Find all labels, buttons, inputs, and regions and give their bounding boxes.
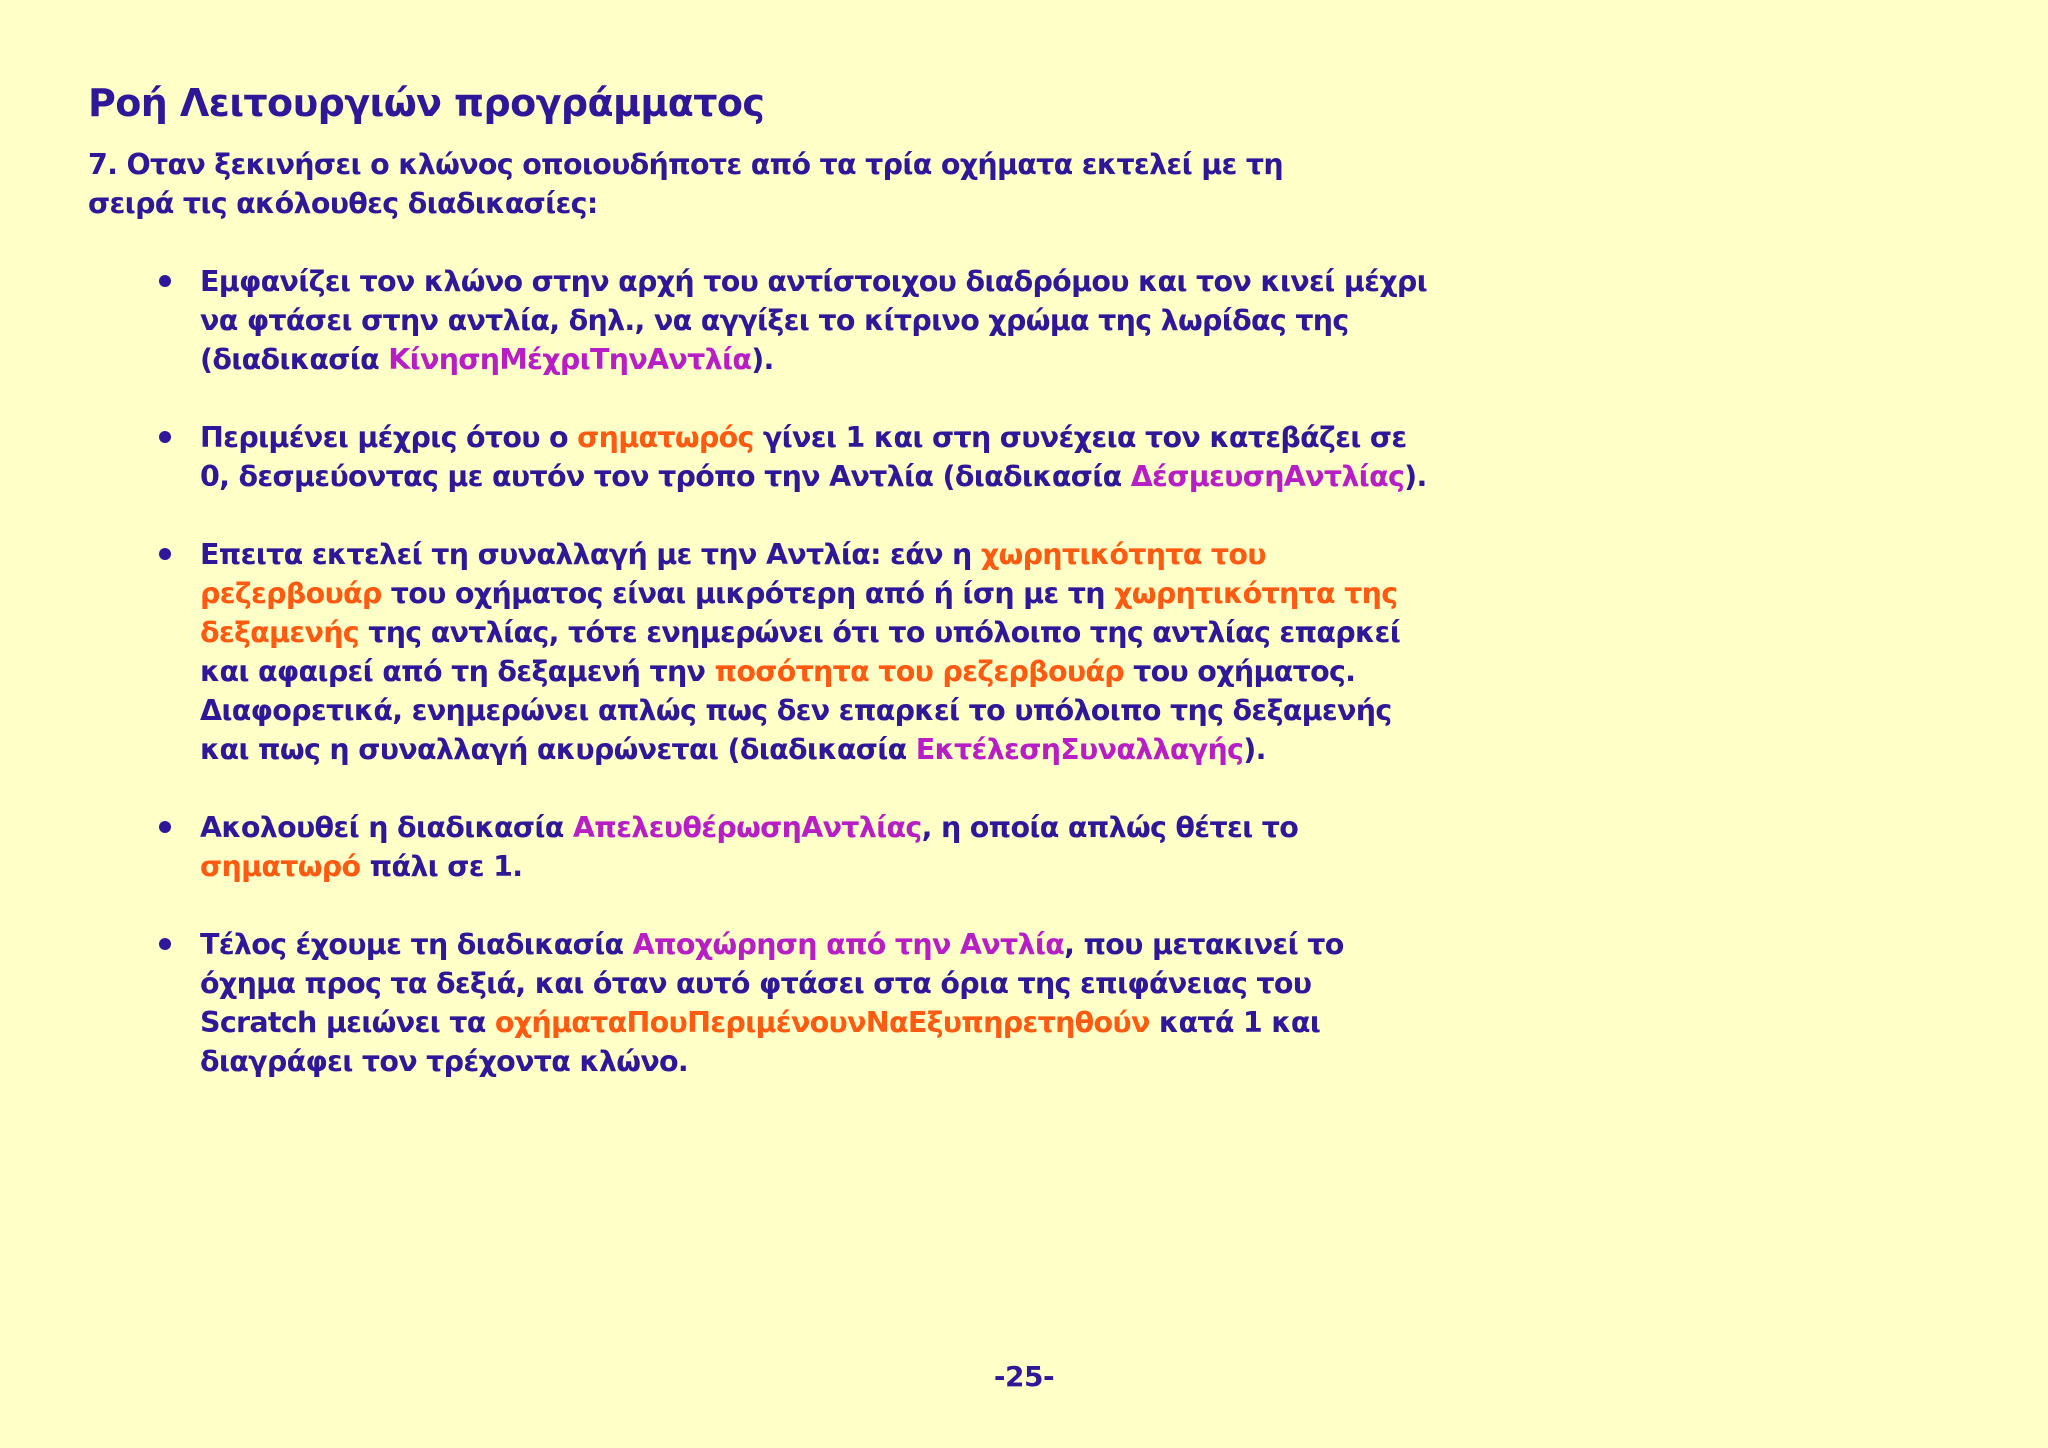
bullet-line xyxy=(200,1003,1350,1042)
bullet-line xyxy=(200,925,1350,964)
bullet-dot-icon xyxy=(159,431,171,443)
bullet-line xyxy=(200,691,1392,730)
text-segment: πάλι σε 1. xyxy=(360,850,523,883)
bullet-line xyxy=(200,535,1350,574)
bullet-line xyxy=(200,808,1350,847)
procedure-name: ΚίνησηΜέχριΤηνΑντλία xyxy=(388,343,752,376)
bullet-item xyxy=(0,418,1427,496)
text-segment: του οχήματος. xyxy=(1123,655,1356,688)
text-segment: να φτάσει στην αντλία, δηλ., να αγγίξει το κίτρινο χρώμα της λωρίδας της xyxy=(200,304,1349,337)
text-segment: 0, δεσμεύοντας με αυτόν τον τρόπο την Αντλία (διαδικασία xyxy=(200,460,1131,493)
text-segment: , η οποία απλώς θέτει το xyxy=(921,811,1299,844)
bullet-line xyxy=(200,1042,1350,1081)
bullet-line xyxy=(200,730,1350,769)
bullet-list xyxy=(0,262,1428,1120)
text-segment: Τέλος έχουμε τη διαδικασία xyxy=(200,928,633,961)
text-segment: διαγράφει τον τρέχοντα κλώνο. xyxy=(200,1045,689,1078)
bullet-dot-icon xyxy=(159,548,171,560)
bullet-item xyxy=(0,808,1299,886)
page-title: Ροή Λειτουργιών προγράμματος xyxy=(88,81,765,125)
text-segment: Ακολουθεί η διαδικασία xyxy=(200,811,573,844)
text-segment: , που μετακινεί το xyxy=(1064,928,1344,961)
variable-name: ποσότητα του ρεζερβουάρ xyxy=(714,655,1124,688)
bullet-line xyxy=(200,847,1350,886)
page-number: -25- xyxy=(993,1360,1055,1393)
text-segment: ). xyxy=(751,343,774,376)
text-segment: του οχήματος είναι μικρότερη από ή ίση με τη xyxy=(381,577,1115,610)
procedure-name: ΔέσμευσηΑντλίας xyxy=(1130,460,1405,493)
variable-name: χωρητικότητα του xyxy=(980,538,1266,571)
text-segment: (διαδικασία xyxy=(200,343,389,376)
bullet-item xyxy=(0,262,1428,379)
text-segment: όχημα προς τα δεξιά, και όταν αυτό φτάσει στα όρια της επιφάνειας του xyxy=(200,967,1312,1000)
bullet-line xyxy=(200,418,1407,457)
bullet-text xyxy=(200,535,1401,769)
text-segment: ). xyxy=(1404,460,1427,493)
text-segment: Διαφορετικά, ενημερώνει απλώς πως δεν επαρκεί το υπόλοιπο της δεξαμενής xyxy=(200,694,1392,727)
text-segment: και πως η συναλλαγή ακυρώνεται (διαδικασία xyxy=(200,733,916,766)
bullet-item xyxy=(0,535,1401,769)
variable-name: δεξαμενής xyxy=(200,616,359,649)
text-segment: και αφαιρεί από τη δεξαμενή την xyxy=(200,655,715,688)
text-segment: γίνει 1 και στη συνέχεια τον κατεβάζει σε xyxy=(753,421,1407,454)
text-segment: Περιμένει μέχρις ότου ο xyxy=(200,421,578,454)
bullet-text xyxy=(200,262,1428,379)
bullet-dot-icon xyxy=(159,821,171,833)
bullet-line xyxy=(200,574,1398,613)
bullet-text xyxy=(200,418,1427,496)
intro-paragraph: 7. Οταν ξεκινήσει ο κλώνος οποιουδήποτε από τα τρία οχήματα εκτελεί με τη σειρά τις ακόλουθες διαδικασίες: xyxy=(88,148,1283,220)
procedure-name: ΑπελευθέρωσηΑντλίας xyxy=(572,811,922,844)
text-segment: Επειτα εκτελεί τη συναλλαγή με την Αντλία: εάν η xyxy=(200,538,981,571)
variable-name: σηματωρός xyxy=(577,421,754,454)
text-segment: της αντλίας, τότε ενημερώνει ότι το υπόλοιπο της αντλίας επαρκεί xyxy=(359,616,1401,649)
bullet-line xyxy=(200,340,1350,379)
bullet-item xyxy=(0,925,1344,1081)
bullet-text xyxy=(200,925,1350,1081)
bullet-dot-icon xyxy=(159,275,171,287)
bullet-dot-icon xyxy=(159,938,171,950)
bullet-line xyxy=(200,613,1401,652)
text-segment: κατά 1 και xyxy=(1149,1006,1321,1039)
procedure-name: ΕκτέλεσηΣυναλλαγής xyxy=(915,733,1244,766)
bullet-line xyxy=(200,457,1427,496)
bullet-line xyxy=(200,652,1356,691)
variable-name: οχήματαΠουΠεριμένουνΝαΕξυπηρετηθούν xyxy=(494,1006,1150,1039)
variable-name: ρεζερβουάρ xyxy=(200,577,382,610)
bullet-line xyxy=(200,964,1350,1003)
text-segment: ). xyxy=(1243,733,1266,766)
bullet-line xyxy=(200,301,1350,340)
bullet-text xyxy=(200,808,1350,886)
text-segment: Εμφανίζει τον κλώνο στην αρχή του αντίστοιχου διαδρόμου και τον κινεί μέχρι xyxy=(200,265,1428,298)
procedure-name: Αποχώρηση από την Αντλία xyxy=(632,928,1065,961)
variable-name: χωρητικότητα της xyxy=(1114,577,1398,610)
text-segment: Scratch μειώνει τα xyxy=(200,1006,495,1039)
bullet-line xyxy=(200,262,1428,301)
variable-name: σηματωρό xyxy=(200,850,361,883)
